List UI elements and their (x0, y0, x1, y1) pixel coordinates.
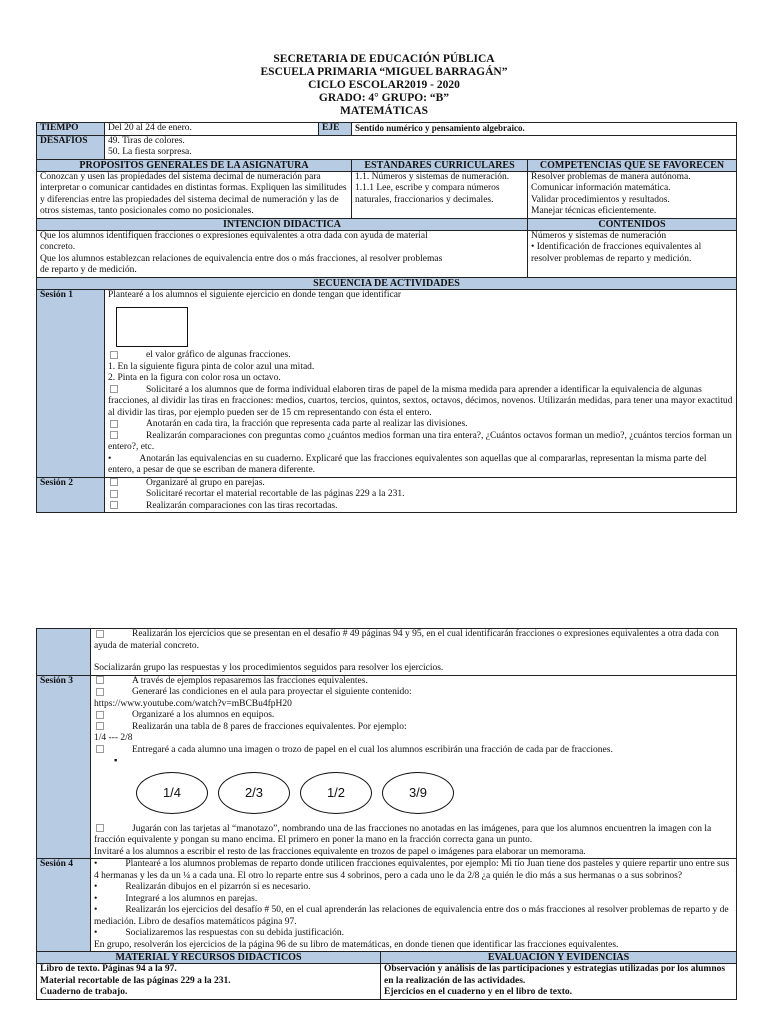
bullet-icon: • (94, 893, 98, 904)
checkbox-icon (110, 490, 118, 498)
secuencia-header: SECUENCIA DE ACTIVIDADES (37, 277, 737, 289)
sesion-2-label: Sesión 2 (37, 477, 105, 513)
estandar-2: 1.1.1 Lee, escribe y compara números naturales, fraccionarios y decimales. (355, 183, 500, 205)
sesion-1-item-5: Realizarán comparaciones con preguntas como ¿cuántos medios forman una tira entera?, ¿Cuántos octavos forman un medio?, ¿cuántos tercios forman un entero?, etc. (108, 430, 732, 452)
sesion-1-item-3: Solicitaré a los alumnos que de forma individual elaboren tiras de papel de la misma medida para aprender a identificar la equivalencia de algunas fracciones, al dividir las tiras en fracciones: medios, cuartos, tercios, quintos, sextos, octavos, décimos, novenos. Utilizarán medidas, para tener una mayor exactitud al dividir las tiras, por ejemplo pueden ser de 15 cm representando con ésta el entero. (108, 384, 733, 418)
sesion-1-item-1: 1. En la siguiente figura pinta de color azul una mitad. (108, 361, 315, 372)
sesion-3-item-2: Generaré las condiciones en el aula para proyectar el siguiente contenido: (132, 687, 412, 697)
evaluacion-header: EVALUACIÓN Y EVIDENCIAS (381, 952, 737, 964)
evaluacion-cell (381, 964, 737, 1000)
contenido-2: • Identificación de fracciones equivalentes al resolver problemas de reparto y medición. (531, 242, 702, 264)
sesion-4-item-5: Socializaremos las respuestas con su debida justificación. (125, 928, 345, 938)
bullet-icon: • (94, 928, 98, 938)
intencion-cell (37, 230, 528, 277)
header-line-2: ESCUELA PRIMARIA “MIGUEL BARRAGÁN” (260, 66, 508, 78)
sesion-1-intro: Plantearé a los alumnos el siguiente ejercicio en donde tengan que identificar (108, 289, 402, 300)
sesion-2-content (105, 477, 737, 513)
fraction-card-2: 2/3 (218, 772, 290, 814)
sesion-3-item-6: Jugarán con las tarjetas al “manotazo”, nombrando una de las fracciones no anotadas en las imágenes, para que los alumnos encuentren la imagen con la fracción equivalente y pongan su mano encima. El primero en poner la mano en la fracción correcta gana un punto. (94, 823, 712, 845)
sesion-2-continued-label (37, 629, 91, 676)
checkbox-icon (110, 385, 118, 393)
sesion-2-continued-content (91, 629, 737, 676)
estandares-cell (352, 171, 528, 218)
bullet-icon: • (94, 882, 98, 892)
checkbox-icon (96, 711, 104, 719)
competencia-2: Comunicar información matemática. (531, 183, 671, 193)
sesion-1-after-box: el valor gráfico de algunas fracciones. (146, 350, 291, 360)
competencias-header: COMPETENCIAS QUE SE FAVORECEN (528, 159, 737, 171)
eje-label: EJE (319, 123, 352, 136)
intencion-header: INTENCIÓN DIDÁCTICA (37, 218, 528, 230)
competencia-1: Resolver problemas de manera autónoma. (531, 171, 691, 182)
sesion-3-item-5: Entregaré a cada alumno una imagen o trozo de papel en el cual los alumnos escribirán una fracción de cada par de fracciones. (132, 744, 613, 755)
sesion-4-item-1: Plantearé a los alumnos problemas de reparto donde utilicen fracciones equivalentes, por ejemplo: Mi tío Juan tiene dos pasteles y quiere repartir uno entre sus 4 hermanas y les da un ¼ a cada una. El otro lo reparte entre sus 4 sobrinos, pero a cada uno le da 2/8 ¿a quién le dio más a sus hermanas o a sus sobrinos? (94, 859, 730, 881)
sesion-1-item-4: Anotarán en cada tira, la fracción que representa cada parte al realizar las divisiones. (146, 419, 468, 429)
sesion-3-item-7: Invitaré a los alumnos a escribir el resto de las fracciones equivalente en trozos de papel o imágenes para elaborar un memorama. (94, 846, 586, 857)
desafio-50: 50. La fiesta sorpresa. (108, 147, 192, 157)
sesion-4-label: Sesión 4 (37, 859, 91, 952)
header-line-3: CICLO ESCOLAR2019 - 2020 (308, 79, 460, 91)
sesion-4-item-6: En grupo, resolverán los ejercicios de la página 96 de su libro de matemáticas, en donde tienen que identificar las fracciones equivalentes. (94, 939, 619, 950)
checkbox-icon (110, 351, 118, 359)
checkbox-icon (110, 478, 118, 486)
propositos-header: PROPÓSITOS GENERALES DE LA ASIGNATURA (37, 159, 352, 171)
fraction-figure-rectangle (116, 307, 188, 347)
header-line-1: SECRETARIA DE EDUCACIÓN PÚBLICA (273, 53, 495, 65)
bullet-icon: • (94, 859, 98, 869)
checkbox-icon (96, 688, 104, 696)
material-1: Libro de texto. Páginas 94 a la 97. (40, 964, 177, 974)
competencia-3: Validar procedimientos y resultados. (531, 194, 670, 205)
planning-table-page-2 (36, 628, 737, 1000)
competencias-cell (528, 171, 737, 218)
sesion-4-item-3: Integraré a los alumnos en parejas. (125, 893, 258, 904)
fraction-card-1: 1/4 (136, 772, 208, 814)
sesion-3-content (91, 675, 737, 859)
checkbox-icon (96, 745, 104, 753)
sesion-1-item-2: 2. Pinta en la figura con color rosa un octavo. (108, 373, 281, 383)
material-3: Cuaderno de trabajo. (40, 987, 128, 997)
tiempo-value: Del 20 al 24 de enero. (105, 123, 319, 136)
desafios-label: DESAFÍOS (37, 135, 105, 159)
eje-value: Sentido numérico y pensamiento algebraico. (352, 123, 737, 136)
fraction-card-4: 3/9 (382, 772, 454, 814)
sesion-4-item-4: Realizarán los ejercicios del desafío # 50, en el cual aprenderán las relaciones de equivalencia entre dos o más fracciones al resolver problemas de reparto y de mediación. Libro de desafíos matemáticos página 97. (94, 905, 729, 927)
small-bullet-icon: ▪ (114, 756, 118, 766)
intencion-1: Que los alumnos identifiquen fracciones o expresiones equivalentes a otra dada con ayuda de material concreto. (40, 230, 428, 252)
youtube-link[interactable]: https://www.youtube.com/watch?v=mBCBu4fpH20 (94, 698, 292, 709)
sesion-2-item-2: Solicitaré recortar el material recortable de las páginas 229 a la 231. (146, 489, 405, 499)
bullet-icon: • (108, 453, 112, 464)
fraction-cards (94, 768, 733, 824)
checkbox-icon (110, 420, 118, 428)
estandares-header: ESTÁNDARES CURRICULARES (352, 159, 528, 171)
sesion-4-item-2: Realizarán dibujos en el pizarrón si es necesario. (125, 882, 311, 892)
sesion-3-example: 1/4 --- 2/8 (94, 733, 133, 743)
material-cell (37, 964, 381, 1000)
header-line-5: MATEMÁTICAS (340, 105, 428, 117)
sesion-1-content (105, 289, 737, 477)
sesion-4-content (91, 859, 737, 952)
competencia-4: Manejar técnicas eficientemente. (531, 206, 657, 216)
material-2: Material recortable de las páginas 229 a la 231. (40, 975, 231, 986)
tiempo-label: TIEMPO (37, 123, 105, 136)
checkbox-icon (110, 431, 118, 439)
sesion-2-item-3: Realizarán comparaciones con las tiras recortadas. (146, 500, 338, 511)
bullet-icon: • (94, 905, 98, 915)
contenidos-cell (528, 230, 737, 277)
evaluacion-1: Observación y análisis de las participaciones y estrategias utilizadas por los alumnos en la realización de las actividades. (384, 964, 726, 986)
checkbox-icon (96, 676, 104, 684)
sesion-2-item-4: Realizarán los ejercicios que se presentan en el desafío # 49 páginas 94 y 95, en el cual identificarán fracciones o expresiones equivalentes a otra dada con ayuda de material concreto. (94, 629, 719, 651)
sesion-2-item-5: Socializarán grupo las respuestas y los procedimientos seguidos para resolver los ejercicios. (94, 663, 444, 673)
sesion-3-label: Sesión 3 (37, 675, 91, 859)
evaluacion-2: Ejercicios en el cuaderno y en el libro de texto. (384, 987, 573, 997)
sesion-3-item-1: A través de ejemplos repasaremos las fracciones equivalentes. (132, 675, 368, 686)
sesion-1-item-6: Anotarán las equivalencias en su cuaderno. Explicaré que las fracciones equivalentes son aquellas que al compararlas, representan la misma parte del entero, a pesar de que se escriban de manera diferente. (108, 453, 707, 475)
header-line-4: GRADO: 4° GRUPO: “B” (318, 92, 450, 104)
checkbox-icon (110, 501, 118, 509)
fraction-card-3: 1/2 (300, 772, 372, 814)
checkbox-icon (96, 824, 104, 832)
propositos-text: Conozcan y usen las propiedades del sistema decimal de numeración para interpretar o comunicar cantidades en distintas formas. Expliquen las similitudes y diferencias entre las propiedades del sistema decimal de numeración y las de otros sistemas, tanto posicionales como no posicionales. (37, 171, 352, 218)
checkbox-icon (96, 630, 104, 638)
sesion-2-item-1: Organizaré al grupo en parejas. (146, 477, 265, 488)
intencion-2: Que los alumnos establezcan relaciones de equivalencia entre dos o más fracciones, al resolver problemas de reparto y de medición. (40, 253, 443, 275)
desafios-cell (105, 135, 737, 159)
school-header (0, 53, 768, 118)
contenidos-header: CONTENIDOS (528, 218, 737, 230)
sesion-3-item-4: Realizarán una tabla de 8 pares de fracciones equivalentes. Por ejemplo: (132, 721, 407, 732)
contenido-1: Números y sistemas de numeración (531, 230, 667, 241)
sesion-1-label: Sesión 1 (37, 289, 105, 477)
estandar-1: 1.1. Números y sistemas de numeración. (355, 171, 510, 182)
material-header: MATERIAL Y RECURSOS DIDÁCTICOS (37, 952, 381, 964)
planning-table-page-1 (36, 122, 737, 513)
checkbox-icon (96, 722, 104, 730)
desafio-49: 49. Tiras de colores. (108, 135, 185, 146)
sesion-3-item-3: Organizaré a los alumnos en equipos. (132, 710, 275, 720)
